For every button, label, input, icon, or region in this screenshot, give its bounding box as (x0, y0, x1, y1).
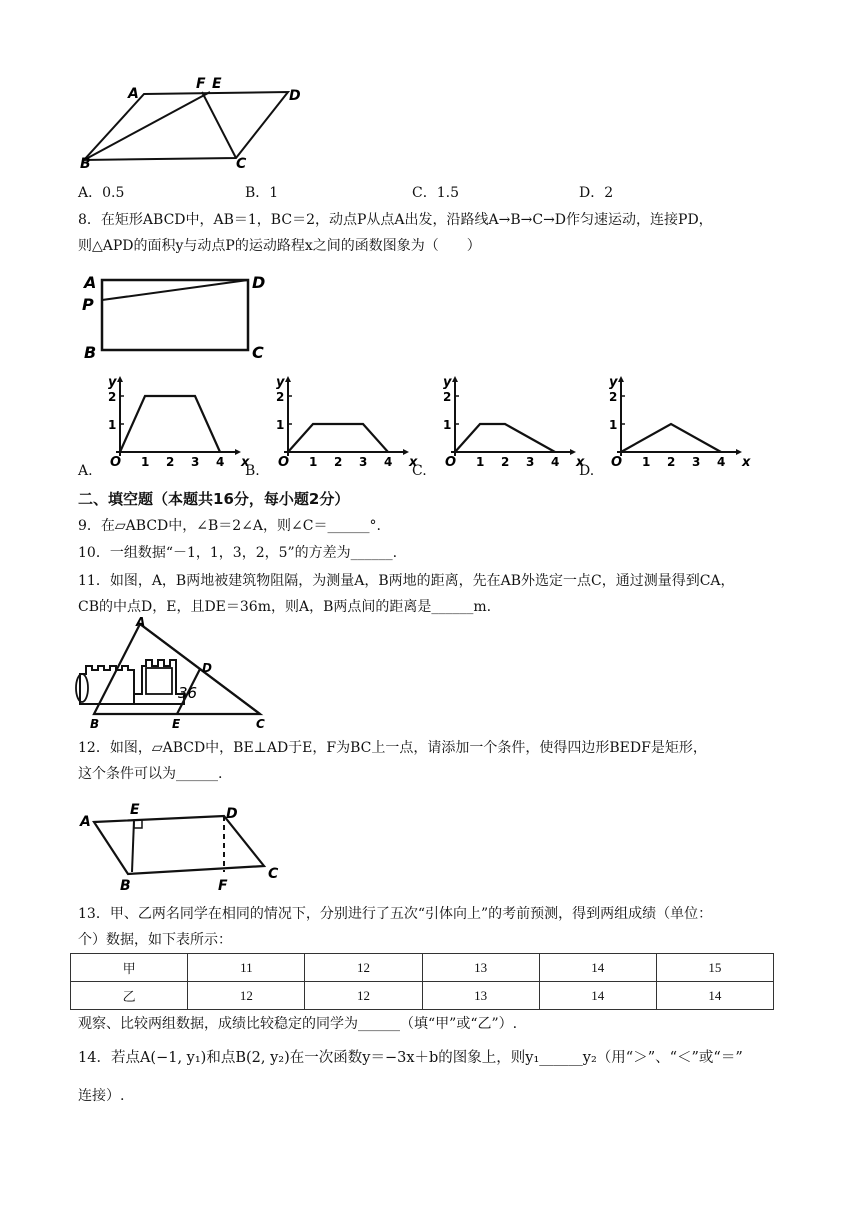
q12-label-d: D (226, 806, 238, 822)
q8-stem-line1: 8．在矩形ABCD中，AB＝1，BC＝2，动点P从点A出发，沿路线A→B→C→D作匀速运动，连接PD， (78, 212, 713, 228)
q8-stem-line2: 则△APD的面积y与动点P的运动路程x之间的函数图象为（ ） (78, 238, 481, 254)
function-line (120, 396, 220, 452)
y-axis-label: y (609, 375, 618, 390)
x-tick-label: 4 (717, 455, 726, 469)
x-tick-label: 3 (359, 455, 368, 469)
q8-option-c: C. (412, 463, 427, 479)
q11-label-c: C (256, 717, 265, 731)
y-tick-label: 1 (443, 418, 452, 432)
q8-graph-d (597, 375, 751, 472)
table-cell: 12 (305, 954, 422, 982)
x-tick-label: 1 (141, 455, 150, 469)
x-tick-label: 2 (501, 455, 510, 469)
x-tick-label: 4 (384, 455, 393, 469)
q7-label-d: D (289, 88, 301, 104)
q8-graph-c (431, 375, 585, 472)
table-cell: 甲 (71, 954, 188, 982)
q8-option-b: B. (245, 463, 260, 479)
function-line (288, 424, 388, 452)
q10-text: 10．一组数据“－1，1，3，2，5”的方差为______. (78, 545, 398, 561)
table-cell: 12 (188, 982, 305, 1010)
q11-label-e: E (172, 717, 181, 731)
table-cell: 14 (656, 982, 773, 1010)
q8-graph-b (264, 375, 418, 472)
section-heading: 二、填空题（本题共16分，每小题2分） (78, 490, 350, 508)
x-axis-label: x (742, 455, 751, 470)
q11-building-figure (74, 616, 274, 732)
q8-label-a: A (84, 273, 97, 292)
x-tick-label: 1 (476, 455, 485, 469)
x-axis-label: x (576, 455, 585, 470)
y-axis-arrow (452, 376, 458, 382)
x-tick-label: 2 (667, 455, 676, 469)
q8-label-p: P (82, 295, 94, 314)
q9-text: 9．在▱ABCD中，∠B＝2∠A，则∠C＝______°. (78, 518, 381, 534)
q7-option-b: B．1 (245, 185, 279, 201)
table-cell: 乙 (71, 982, 188, 1010)
q8-graph-a (96, 375, 250, 472)
q7-parallelogram-figure (76, 70, 308, 170)
table-cell: 14 (539, 982, 656, 1010)
q13-after-text: 观察、比较两组数据，成绩比较稳定的同学为______（填“甲”或“乙”）. (78, 1016, 518, 1032)
x-tick-label: 2 (334, 455, 343, 469)
origin-label: O (110, 455, 122, 470)
q14-line1: 14．若点A(−1, y₁)和点B(2, y₂)在一次函数y＝−3x＋b的图象上，则y₁______y₂（用“＞”、“＜”或“＝” (78, 1050, 743, 1066)
y-tick-label: 2 (108, 390, 117, 404)
q11-line2: CB的中点D，E，且DE＝36m，则A，B两点间的距离是______m. (78, 599, 492, 615)
x-tick-label: 3 (692, 455, 701, 469)
q12-parallelogram-figure (76, 796, 286, 892)
q12-label-a: A (80, 814, 91, 830)
q11-length-label: 36 (178, 684, 198, 702)
x-tick-label: 4 (216, 455, 225, 469)
table-cell: 12 (305, 982, 422, 1010)
q7-label-a: A (128, 86, 139, 102)
y-axis-label: y (108, 375, 117, 390)
q12-line2: 这个条件可以为______. (78, 766, 223, 782)
y-tick-label: 2 (443, 390, 452, 404)
function-line (455, 424, 555, 452)
x-tick-label: 3 (526, 455, 535, 469)
table-cell: 11 (188, 954, 305, 982)
q12-label-c: C (268, 866, 279, 882)
origin-label: O (278, 455, 290, 470)
q13-line2: 个）数据，如下表所示： (78, 932, 232, 948)
y-tick-label: 2 (609, 390, 618, 404)
table-cell: 15 (656, 954, 773, 982)
y-axis-label: y (443, 375, 452, 390)
q7-label-c: C (236, 156, 247, 172)
q12-label-b: B (120, 878, 131, 894)
q14-line2: 连接）. (78, 1088, 125, 1104)
q8-label-b: B (84, 343, 97, 362)
x-tick-label: 3 (191, 455, 200, 469)
y-tick-label: 1 (108, 418, 117, 432)
x-tick-label: 1 (309, 455, 318, 469)
q7-label-e: E (212, 76, 222, 92)
function-line (621, 424, 721, 452)
origin-label: O (611, 455, 623, 470)
q8-label-c: C (252, 343, 264, 362)
q8-rectangle-figure (78, 268, 278, 364)
table-cell: 13 (422, 982, 539, 1010)
table-row (71, 954, 774, 982)
x-axis-label: x (241, 455, 250, 470)
y-tick-label: 1 (276, 418, 285, 432)
q11-label-d: D (202, 661, 212, 675)
x-tick-label: 1 (642, 455, 651, 469)
x-tick-label: 2 (166, 455, 175, 469)
q11-label-a: A (136, 615, 146, 629)
y-axis-arrow (117, 376, 123, 382)
table-row (71, 982, 774, 1010)
y-tick-label: 1 (609, 418, 618, 432)
q12-label-f: F (218, 878, 228, 894)
table-cell: 14 (539, 954, 656, 982)
origin-label: O (445, 455, 457, 470)
y-axis-arrow (285, 376, 291, 382)
q7-option-c: C．1.5 (412, 185, 459, 201)
q11-label-b: B (90, 717, 100, 731)
q8-option-d: D. (579, 463, 595, 479)
q7-label-b: B (80, 156, 91, 172)
q8-label-d: D (252, 273, 266, 292)
y-tick-label: 2 (276, 390, 285, 404)
q7-label-f: F (196, 76, 206, 92)
x-tick-label: 4 (551, 455, 560, 469)
q13-score-table (70, 953, 774, 1010)
q12-line1: 12．如图，▱ABCD中，BE⊥AD于E，F为BC上一点，请添加一个条件，使得四边形BEDF是矩形， (78, 740, 707, 756)
y-axis-label: y (276, 375, 285, 390)
q7-option-a: A．0.5 (78, 185, 125, 201)
q11-line1: 11．如图，A，B两地被建筑物阻隔，为测量A，B两地的距离，先在AB外选定一点C，通过测量得到CA， (78, 573, 735, 589)
q7-option-d: D．2 (579, 185, 614, 201)
x-axis-label: x (409, 455, 418, 470)
y-axis-arrow (618, 376, 624, 382)
table-cell: 13 (422, 954, 539, 982)
q12-label-e: E (130, 802, 140, 818)
q8-option-a: A. (78, 463, 93, 479)
q13-line1: 13．甲、乙两名同学在相同的情况下，分别进行了五次“引体向上”的考前预测，得到两组成绩（单位： (78, 906, 713, 922)
